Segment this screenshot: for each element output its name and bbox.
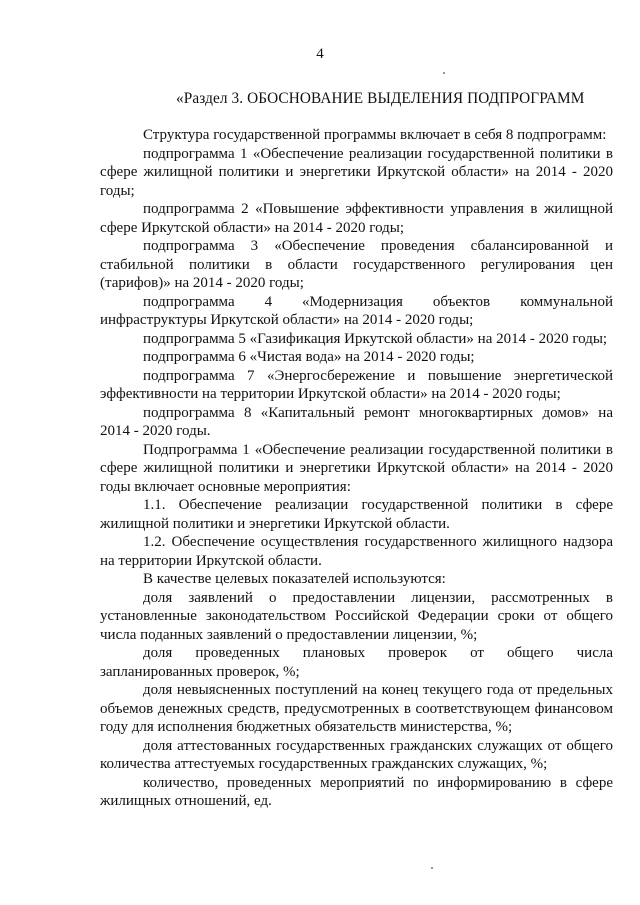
scan-speck bbox=[443, 72, 445, 74]
paragraph-subprogram-4: подпрограмма 4 «Модернизация объектов коммунальной инфраструктуры Иркутской области» на 2014 - 2020 годы; bbox=[100, 293, 613, 328]
paragraph-indicator-2: доля проведенных плановых проверок от общего числа запланированных проверок, %; bbox=[100, 645, 613, 680]
paragraph-indicator-3: доля невыясненных поступлений на конец текущего года от предельных объемов денежных средств, предусмотренных в соответствующем финансовом году для исполнения бюджетных обязательств министерства, %; bbox=[100, 682, 613, 735]
paragraph-subprogram-2: подпрограмма 2 «Повышение эффективности управления в жилищной сфере Иркутской области» на 2014 - 2020 годы; bbox=[100, 201, 613, 236]
paragraph-indicator-1: доля заявлений о предоставлении лицензии, рассмотренных в установленные законодательством Российской Федерации сроки от общего числа поданных заявлений о предоставлении лицензии, %; bbox=[100, 589, 613, 643]
paragraph-subprogram-1: подпрограмма 1 «Обеспечение реализации государственной политики в сфере жилищной политики и энергетики Иркутской области» на 2014 - 2020 годы; bbox=[100, 145, 613, 199]
paragraph-subprogram-6: подпрограмма 6 «Чистая вода» на 2014 - 2020 годы; bbox=[143, 349, 475, 365]
paragraph-measure-1-1: 1.1. Обеспечение реализации государственной политики в сфере жилищной политики и энергетики Иркутской области. bbox=[100, 497, 613, 532]
paragraph-measure-1-2: 1.2. Обеспечение осуществления государственного жилищного надзора на территории Иркутской области. bbox=[100, 534, 613, 569]
paragraph-indicators-intro: В качестве целевых показателей используются: bbox=[143, 571, 446, 587]
paragraph-subprogram-8: подпрограмма 8 «Капитальный ремонт многоквартирных домов» на 2014 - 2020 годы. bbox=[100, 404, 613, 439]
section-heading: «Раздел 3. ОБОСНОВАНИЕ ВЫДЕЛЕНИЯ ПОДПРОГРАММ bbox=[176, 90, 585, 107]
paragraph-subprogram-3: подпрограмма 3 «Обеспечение проведения сбалансированной и стабильной политики в области государственного регулирования цен (тарифов)» на 2014 - 2020 годы; bbox=[100, 238, 613, 291]
paragraph-subprogram-7: подпрограмма 7 «Энергосбережение и повышение энергетической эффективности на территории Иркутской области» на 2014 - 2020 годы; bbox=[100, 367, 613, 402]
paragraph-intro: Структура государственной программы включает в себя 8 подпрограмм: bbox=[143, 127, 607, 143]
page-number: 4 bbox=[316, 46, 324, 62]
document-body bbox=[100, 126, 613, 811]
paragraph-subprogram-1-measures: Подпрограмма 1 «Обеспечение реализации государственной политики в сфере жилищной политики и энергетики Иркутской области» на 2014 - 2020 годы включает основные мероприятия: bbox=[100, 441, 613, 495]
paragraph-indicator-4: доля аттестованных государственных гражданских служащих от общего количества аттестуемых государственных гражданских служащих, %; bbox=[100, 737, 613, 772]
scan-speck bbox=[431, 867, 433, 869]
paragraph-subprogram-5: подпрограмма 5 «Газификация Иркутской области» на 2014 - 2020 годы; bbox=[143, 330, 608, 347]
paragraph-indicator-5: количество, проведенных мероприятий по информированию в сфере жилищных отношений, ед. bbox=[100, 774, 613, 809]
